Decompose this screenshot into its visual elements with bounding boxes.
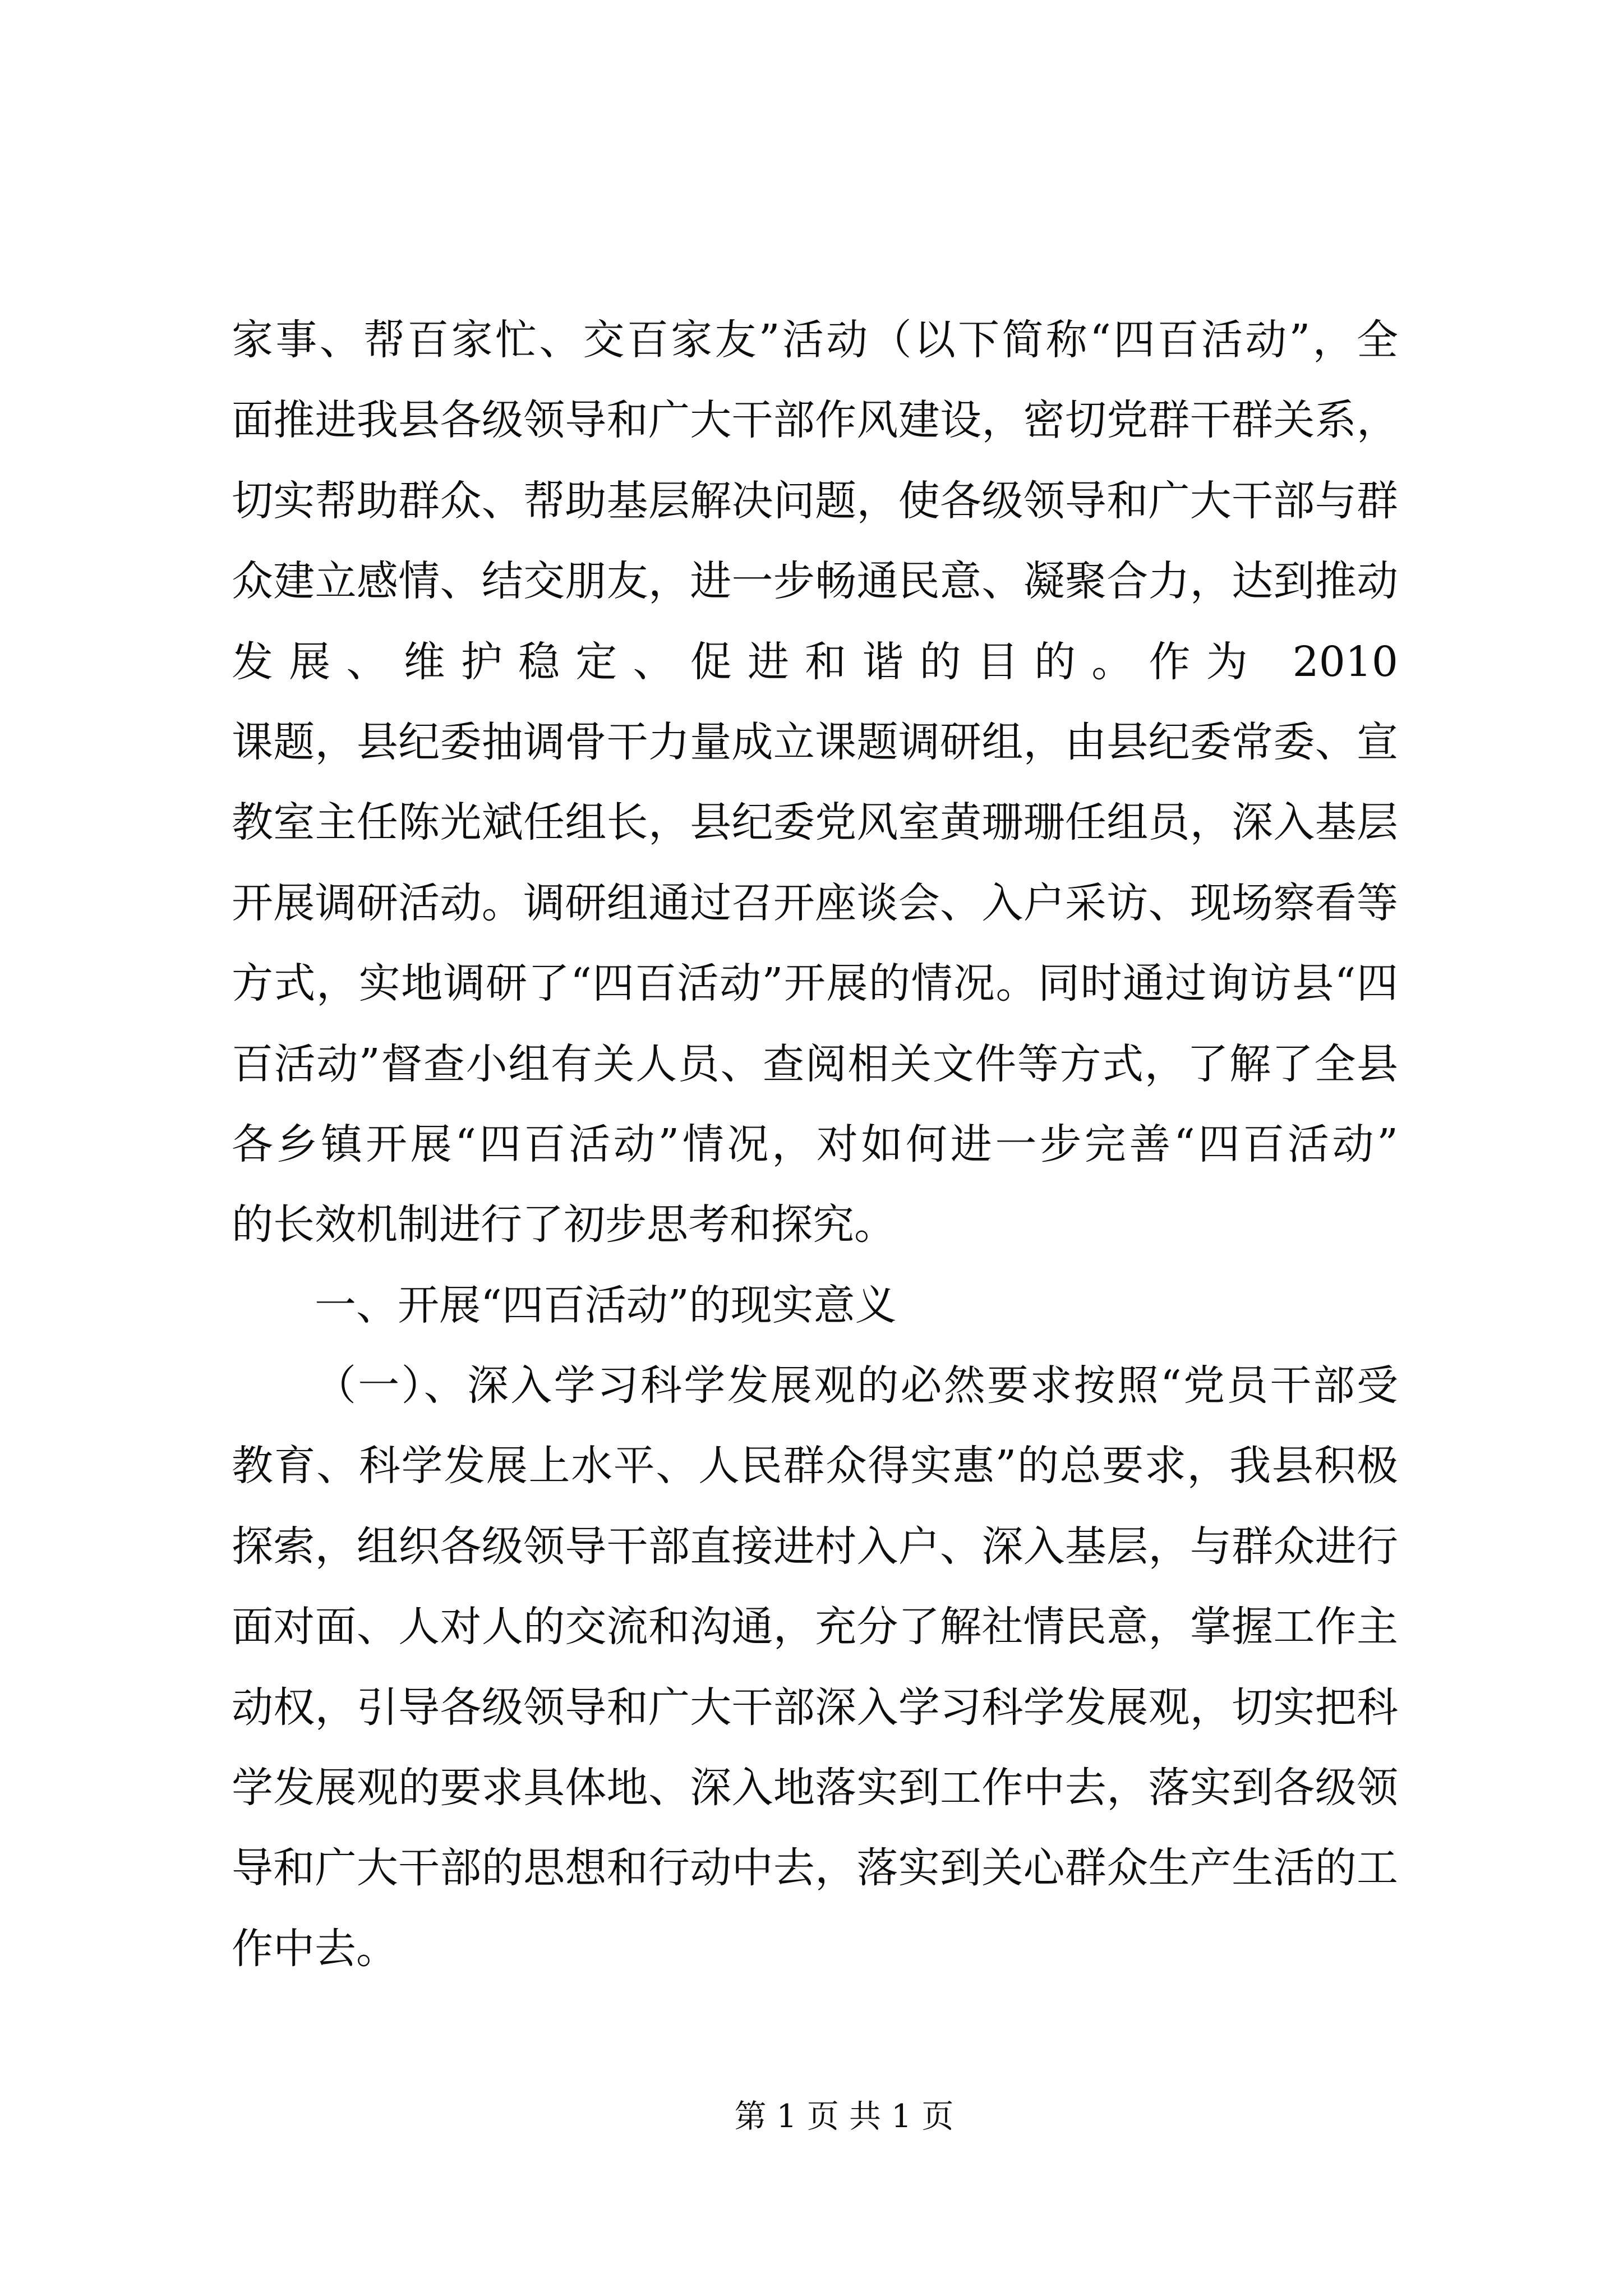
paragraph-line: 切实帮助群众、帮助基层解决问题，使各级领导和广大干部与群 bbox=[232, 476, 1398, 525]
paragraph-line: 方式，实地调研了“四百活动”开展的情况。同时通过询访县“四 bbox=[232, 959, 1398, 1008]
paragraph-line: 教育、科学发展上水平、人民群众得实惠”的总要求，我县积极 bbox=[232, 1442, 1398, 1490]
paragraph-line: 的长效机制进行了初步思考和探究。 bbox=[232, 1200, 896, 1249]
subsection-paragraph bbox=[232, 1346, 1398, 1989]
paragraph-line: 面推进我县各级领导和广大干部作风建设，密切党群干群关系， bbox=[232, 396, 1398, 445]
paragraph-line: 导和广大干部的思想和行动中去，落实到关心群众生产生活的工 bbox=[232, 1844, 1398, 1893]
section-heading: 一、开展“四百活动”的现实意义 bbox=[315, 1281, 897, 1329]
paragraph-line: 家事、帮百家忙、交百家友”活动（以下简称“四百活动”，全 bbox=[232, 316, 1398, 364]
paragraph-line: 众建立感情、结交朋友，进一步畅通民意、凝聚合力，达到推动 bbox=[232, 557, 1398, 606]
paragraph-line: 发展、维护稳定、促进和谐的目的。作为 2010 bbox=[232, 637, 1398, 686]
paragraph-line: 百活动”督查小组有关人员、查阅相关文件等方式，了解了全县 bbox=[232, 1039, 1398, 1088]
paragraph-line: （一）、深入学习科学发展观的必然要求按照“党员干部受 bbox=[315, 1361, 1398, 1410]
paragraph-line: 开展调研活动。调研组通过召开座谈会、入户采访、现场察看等 bbox=[232, 878, 1398, 927]
paragraph-line: 面对面、人对人的交流和沟通，充分了解社情民意，掌握工作主 bbox=[232, 1603, 1398, 1651]
paragraph-line: 课题，县纪委抽调骨干力量成立课题调研组，由县纪委常委、宣 bbox=[232, 717, 1398, 766]
paragraph-line: 探索，组织各级领导干部直接进村入户、深入基层，与群众进行 bbox=[232, 1522, 1398, 1571]
paragraph-line: 各乡镇开展“四百活动”情况，对如何进一步完善“四百活动” bbox=[232, 1120, 1398, 1168]
document-body bbox=[232, 300, 1398, 1989]
page-footer: 第 1 页 共 1 页 bbox=[734, 2098, 954, 2135]
intro-paragraph bbox=[232, 300, 1398, 1266]
paragraph-line: 作中去。 bbox=[232, 1924, 398, 1973]
paragraph-line: 学发展观的要求具体地、深入地落实到工作中去，落实到各级领 bbox=[232, 1764, 1398, 1812]
paragraph-line: 动权，引导各级领导和广大干部深入学习科学发展观，切实把科 bbox=[232, 1683, 1398, 1732]
paragraph-line: 教室主任陈光斌任组长，县纪委党风室黄珊珊任组员，深入基层 bbox=[232, 798, 1398, 847]
